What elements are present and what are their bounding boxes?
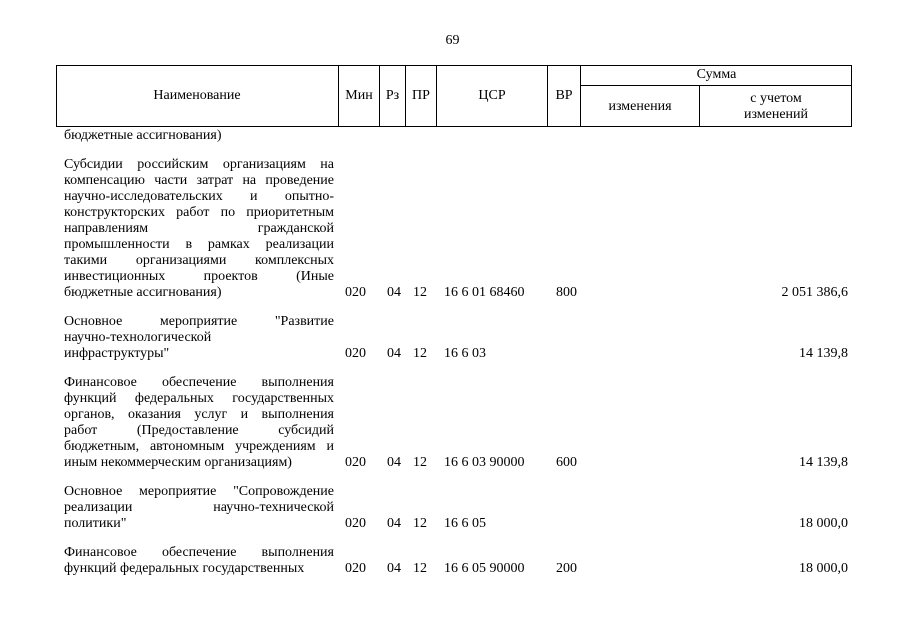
row-vr: 200: [556, 561, 577, 576]
row-name: [64, 545, 334, 577]
row-name: [64, 314, 334, 362]
row-name-line: Финансовое обеспечение выполнения: [64, 375, 334, 390]
row-csr: 16 6 03: [444, 346, 486, 361]
table-row: [0, 157, 905, 301]
row-csr: 16 6 03 90000: [444, 455, 525, 470]
row-name-line: политики": [64, 516, 127, 531]
row-csr: 16 6 05 90000: [444, 561, 525, 576]
header-with-changes-line1: с учетом: [750, 90, 802, 106]
row-total: 2 051 386,6: [781, 285, 848, 300]
row-rz: 04: [387, 285, 401, 300]
row-name-line: направлениям гражданской: [64, 221, 334, 236]
header-pr: ПР: [412, 88, 430, 103]
row-rz: 04: [387, 455, 401, 470]
header-changes: изменения: [608, 98, 672, 114]
row-name-line: инфраструктуры": [64, 346, 170, 361]
table-header: [56, 65, 852, 127]
row-min: 020: [345, 455, 366, 470]
row-min: 020: [345, 561, 366, 576]
row-name-line: Основное мероприятие "Сопровождение: [64, 484, 334, 499]
row-min: 020: [345, 285, 366, 300]
row-pr: 12: [413, 561, 427, 576]
row-pr: 12: [413, 285, 427, 300]
row-rz: 04: [387, 346, 401, 361]
table-row: [0, 128, 905, 144]
row-name-line: такими организациями комплексных: [64, 253, 334, 268]
row-name-line: функций федеральных государственных: [64, 391, 334, 406]
row-name: [64, 484, 334, 532]
row-name-line: научно-технологической: [64, 330, 212, 345]
row-name-line: компенсацию части затрат на проведение: [64, 173, 334, 188]
table-row: [0, 314, 905, 362]
row-name-line: иным некоммерческим организациям): [64, 455, 292, 470]
row-name-line: реализации научно-технической: [64, 500, 334, 515]
row-name: [64, 157, 334, 301]
table-body: [0, 128, 905, 590]
header-csr: ЦСР: [478, 88, 506, 103]
row-name-line: научно-исследовательских и опытно-: [64, 189, 334, 204]
row-vr: 800: [556, 285, 577, 300]
table-row: [0, 545, 905, 577]
row-total: 18 000,0: [799, 516, 848, 531]
row-name-line: конструкторских работ по приоритетным: [64, 205, 334, 220]
header-vr: ВР: [555, 88, 573, 103]
row-total: 18 000,0: [799, 561, 848, 576]
row-name-line: бюджетные ассигнования): [64, 285, 222, 300]
header-min: Мин: [345, 88, 373, 103]
page-number: 69: [445, 33, 460, 48]
header-with-changes: [700, 86, 852, 127]
header-with-changes-line2: изменений: [743, 106, 809, 122]
row-pr: 12: [413, 516, 427, 531]
row-name: [64, 128, 334, 144]
table-row: [0, 484, 905, 532]
header-rz: Рз: [385, 88, 400, 103]
row-name-line: инвестиционных проектов (Иные: [64, 269, 334, 284]
row-vr: 600: [556, 455, 577, 470]
row-name-line: органов, оказания услуг и выполнения: [64, 407, 334, 422]
row-rz: 04: [387, 516, 401, 531]
row-name-line: промышленности в рамках реализации: [64, 237, 334, 252]
row-name: [64, 375, 334, 471]
header-name: Наименование: [153, 88, 241, 103]
header-sum: Сумма: [696, 67, 737, 82]
row-name-line: Основное мероприятие "Развитие: [64, 314, 334, 329]
row-name-line: бюджетным, автономным учреждениям и: [64, 439, 334, 454]
row-name-line: бюджетные ассигнования): [64, 128, 222, 143]
row-min: 020: [345, 516, 366, 531]
row-csr: 16 6 05: [444, 516, 486, 531]
row-total: 14 139,8: [799, 346, 848, 361]
row-min: 020: [345, 346, 366, 361]
row-name-line: работ (Предоставление субсидий: [64, 423, 334, 438]
table-row: [0, 375, 905, 471]
row-name-line: Финансовое обеспечение выполнения: [64, 545, 334, 560]
row-name-line: функций федеральных государственных: [64, 561, 305, 576]
row-rz: 04: [387, 561, 401, 576]
row-name-line: Субсидии российским организациям на: [64, 157, 334, 172]
row-pr: 12: [413, 346, 427, 361]
row-total: 14 139,8: [799, 455, 848, 470]
row-csr: 16 6 01 68460: [444, 285, 525, 300]
row-pr: 12: [413, 455, 427, 470]
